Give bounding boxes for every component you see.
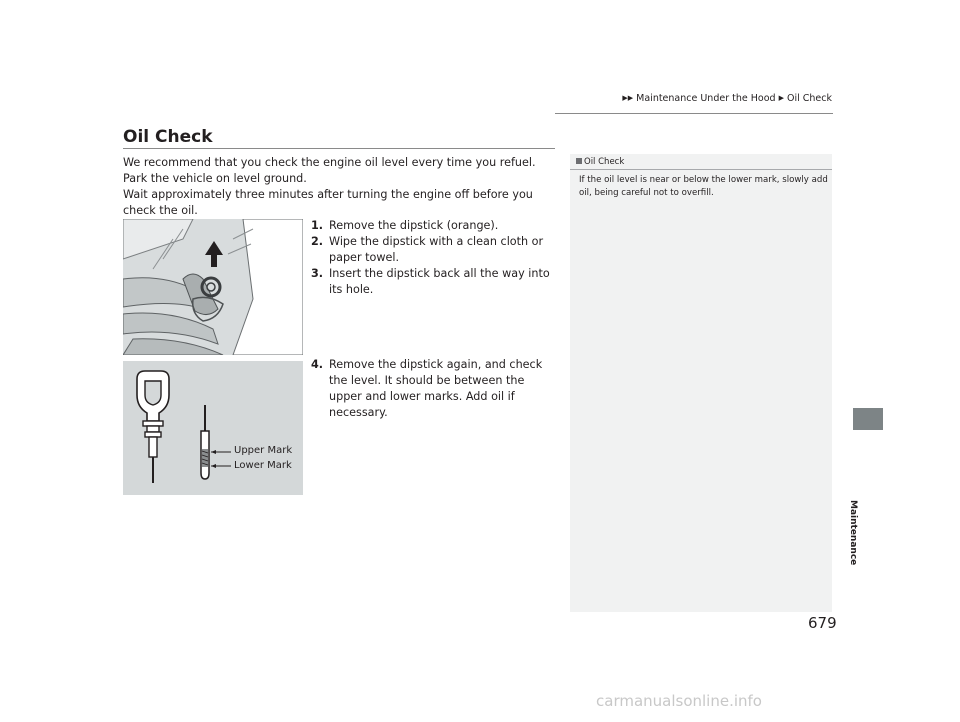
title-divider xyxy=(123,148,555,149)
page-title: Oil Check xyxy=(123,127,213,147)
breadcrumb-parent[interactable]: Maintenance Under the Hood xyxy=(636,93,776,104)
intro-line: We recommend that you check the engine oil level every time you refuel. xyxy=(123,156,536,169)
step-number: 3. xyxy=(311,267,324,280)
dipstick-illustration-svg xyxy=(123,361,303,495)
engine-dipstick-illustration xyxy=(123,219,303,355)
step-number: 4. xyxy=(311,358,324,371)
step-text: Insert the dipstick back all the way into its hole. xyxy=(329,267,550,296)
step-text: Wipe the dipstick with a clean cloth or paper towel. xyxy=(329,235,544,264)
step-text: Remove the dipstick again, and check the level. It should be between the upper and lower marks. Add oil if necessary. xyxy=(329,358,543,419)
sidebar-body: If the oil level is near or below the lower mark, slowly add oil, being careful not to overfill. xyxy=(579,175,828,198)
note-marker-icon xyxy=(576,158,582,164)
intro-line: Wait approximately three minutes after turning the engine off before you check the oil. xyxy=(123,188,533,217)
sidebar-heading-text: Oil Check xyxy=(584,157,625,167)
header-divider xyxy=(555,113,833,114)
breadcrumb xyxy=(560,93,832,104)
section-label-text: Maintenance xyxy=(848,500,858,566)
chevron-right-icon: ▶ xyxy=(778,94,784,102)
engine-illustration-svg xyxy=(123,219,303,355)
watermark: carmanualsonline.info xyxy=(596,692,762,710)
step-number: 1. xyxy=(311,219,324,232)
section-label xyxy=(848,434,888,566)
sidebar-note xyxy=(570,154,832,612)
double-chevron-icon: ▶▶ xyxy=(622,94,634,102)
sidebar-heading xyxy=(576,157,624,167)
lower-mark-label: Lower Mark xyxy=(234,460,292,471)
upper-mark-label: Upper Mark xyxy=(234,445,293,456)
step-item xyxy=(311,234,556,266)
step-number: 2. xyxy=(311,235,324,248)
breadcrumb-current: Oil Check xyxy=(787,93,832,104)
steps-list-continued xyxy=(311,357,556,421)
sidebar-divider xyxy=(570,169,832,170)
intro-text xyxy=(123,155,555,219)
intro-line: Park the vehicle on level ground. xyxy=(123,172,307,185)
section-tab-marker xyxy=(853,408,883,430)
steps-list xyxy=(311,218,556,298)
step-text: Remove the dipstick (orange). xyxy=(329,219,499,232)
page-number: 679 xyxy=(808,614,837,632)
dipstick-marks-illustration xyxy=(123,361,303,495)
step-item xyxy=(311,357,556,421)
step-item xyxy=(311,266,556,298)
step-item xyxy=(311,218,556,234)
